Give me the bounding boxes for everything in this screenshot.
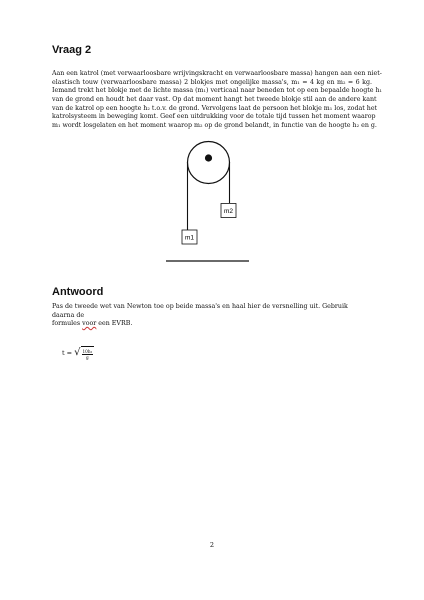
- sqrt-sign-icon: √: [74, 347, 81, 358]
- formula-numerator: 10h₂: [82, 349, 93, 354]
- question-title: Vraag 2: [52, 44, 92, 56]
- question-line: katrolsysteem in beweging komt. Geef een uitdrukking voor de totale tijd tussen het moment waarop: [52, 113, 376, 121]
- pulley-axle: [205, 154, 212, 161]
- spelling-underlined-word: voor: [82, 320, 97, 328]
- question-line: elastisch touw (verwaarloosbare massa) 2 blokjes met ongelijke massa's, m₁ = 4 kg en m₂ = 6 kg.: [52, 78, 372, 86]
- block-m1-label: m1: [184, 234, 195, 242]
- answer-text: [52, 303, 372, 329]
- formula-fraction: [82, 349, 94, 360]
- block-m2-label: m2: [223, 208, 234, 216]
- question-line: Iemand trekt het blokje met de lichte massa (m₁) verticaal naar beneden tot op een bepaalde hoogte h₁: [52, 87, 383, 95]
- answer-line-1: Pas de tweede wet van Newton toe op beide massa's en haal hier de versnelling uit. Gebruik daarna de: [52, 303, 348, 319]
- formula-sqrt: [74, 346, 94, 360]
- formula-lhs: t =: [62, 349, 73, 357]
- question-line: m₁ wordt losgelaten en het moment waarop m₂ op de grond belandt, in functie van de hoogte h₂ en g.: [52, 121, 377, 129]
- answer-formula: [62, 346, 94, 360]
- question-line: van de katrol op een hoogte h₂ t.o.v. de grond. Vervolgens laat de persoon het blokje m₁ los, zodat het: [52, 104, 378, 112]
- answer-line-2-end: een EVRB.: [96, 320, 133, 328]
- question-line: van de grond en houdt het daar vast. Op dat moment hangt het tweede blokje stil aan de andere kant: [52, 95, 377, 103]
- formula-denominator: g: [86, 355, 89, 360]
- answer-line-2-start: formules: [52, 320, 83, 328]
- formula-radicand: [81, 346, 95, 360]
- answer-title: Antwoord: [52, 286, 104, 298]
- answer-line-2: [52, 320, 372, 329]
- page-number: 2: [209, 541, 215, 549]
- question-line: Aan een katrol (met verwaarloosbare wrijvingskracht en verwaarloosbare massa) hangen aan een niet-: [52, 70, 382, 77]
- pulley-wheel: [188, 142, 230, 184]
